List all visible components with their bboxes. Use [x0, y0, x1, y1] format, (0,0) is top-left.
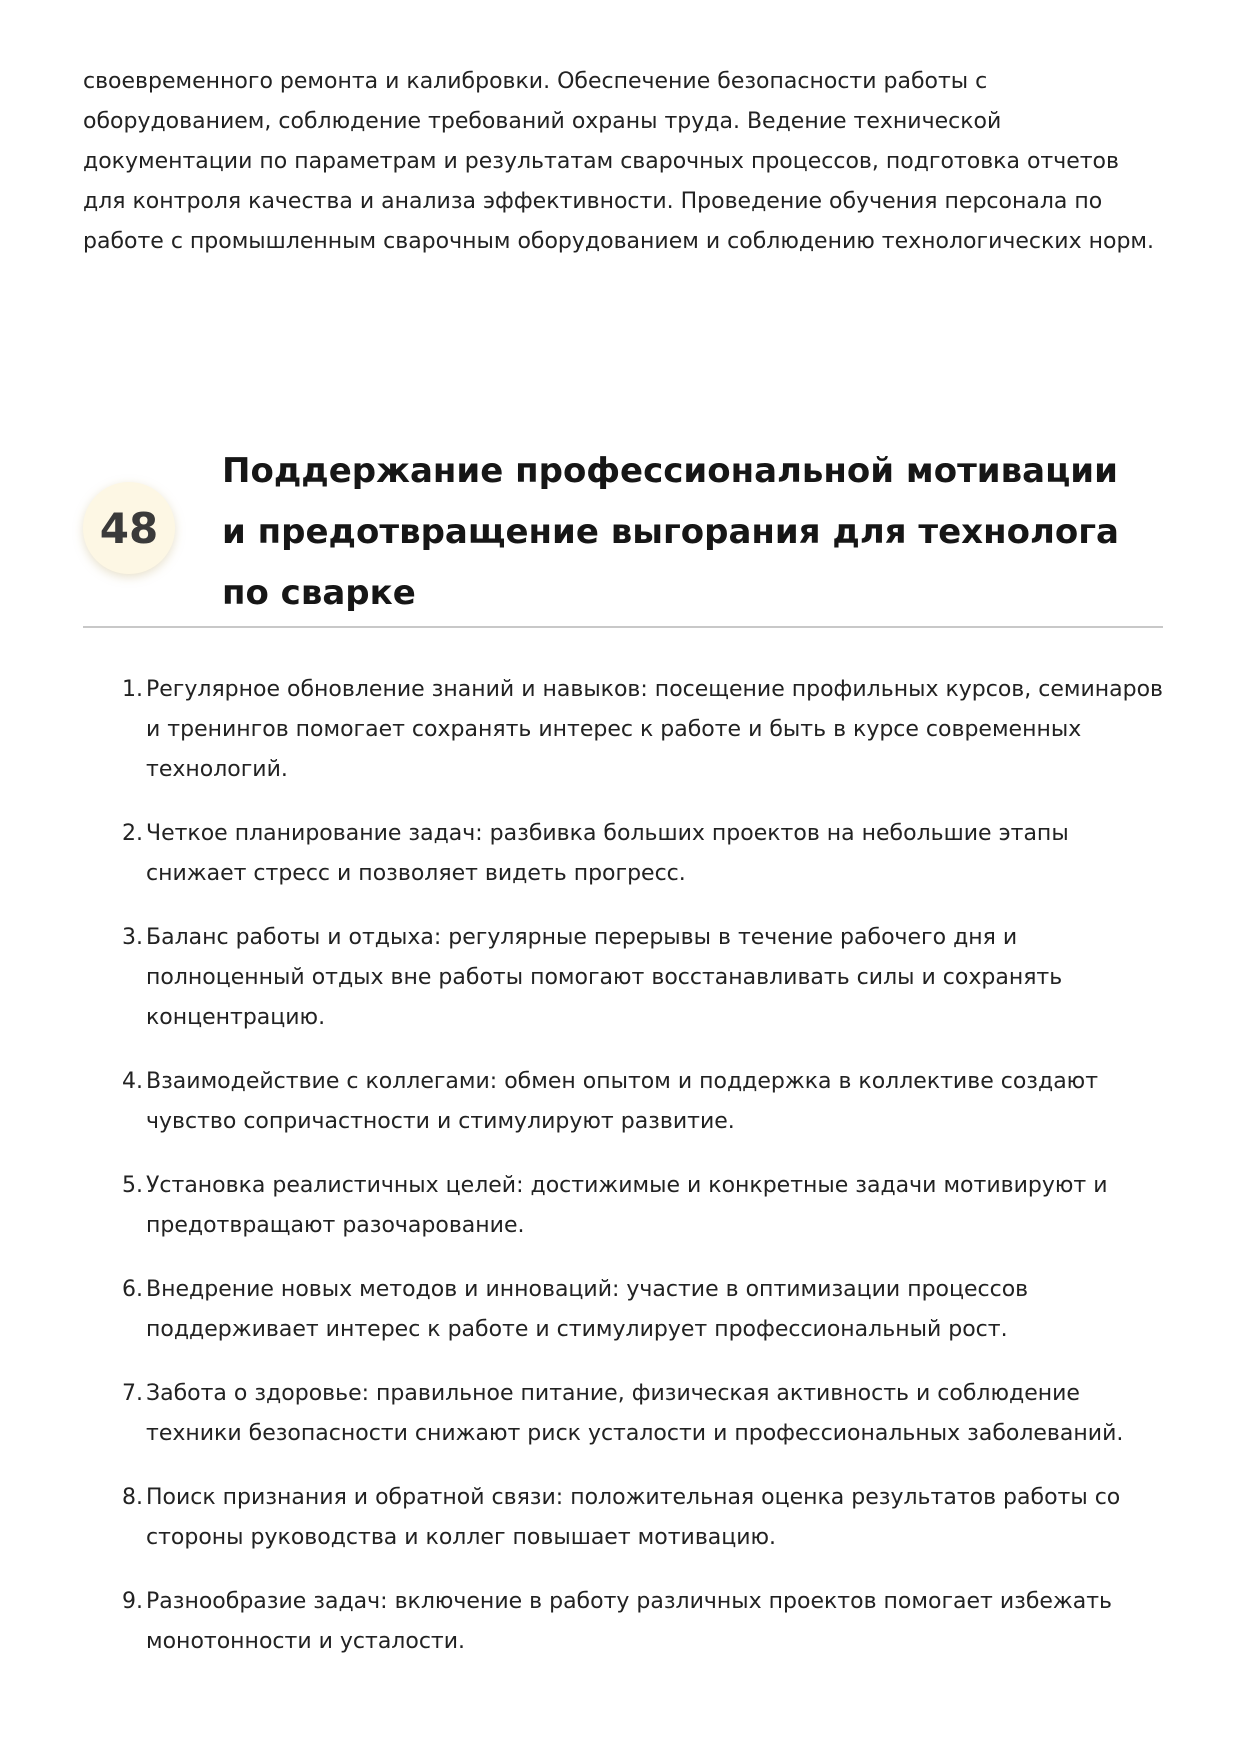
section-title: Поддержание профессиональной мотивации и предотвращение выгорания для технолога по сварке: [222, 451, 1119, 613]
list-item-text: Четкое планирование задач: разбивка больших проектов на небольшие этапы снижает стресс и позволяет видеть прогресс.: [146, 821, 1069, 886]
list-item-number: 6.: [122, 1277, 143, 1302]
list-item-number: 5.: [122, 1173, 143, 1198]
list-item-text: Поиск признания и обратной связи: положительная оценка результатов работы со стороны руководства и коллег повышает мотивацию.: [146, 1485, 1121, 1550]
list-item: [83, 1166, 1173, 1246]
list-item-number: 8.: [122, 1485, 143, 1510]
list-item-number: 7.: [122, 1381, 143, 1406]
list-item-text: Баланс работы и отдыха: регулярные перерывы в течение рабочего дня и полноценный отдых вне работы помогают восстанавливать силы и сохранять концентрацию.: [146, 925, 1063, 1030]
list-item-text: Разнообразие задач: включение в работу различных проектов помогает избежать монотонности и усталости.: [146, 1589, 1113, 1654]
list-item: [83, 1270, 1173, 1350]
list-item-number: 3.: [122, 925, 143, 950]
intro-paragraph: своевременного ремонта и калибровки. Обеспечение безопасности работы с оборудованием, соблюдение требований охраны труда. Ведение технической документации по параметрам и результатам сварочных процессов, подготовка отчетов для контроля качества и анализа эффективности. Проведение обучения персонала по работе с промышленным сварочным оборудованием и соблюдению технологических норм.: [83, 69, 1154, 254]
section-header: [83, 430, 1163, 628]
section-number-badge: 48: [83, 482, 175, 574]
list-item: [83, 918, 1173, 1038]
list-item-number: 1.: [122, 677, 143, 702]
list-item-text: Внедрение новых методов и инноваций: участие в оптимизации процессов поддерживает интерес к работе и стимулирует профессиональный рост.: [146, 1277, 1029, 1342]
list-item-text: Установка реалистичных целей: достижимые и конкретные задачи мотивируют и предотвращают разочарование.: [146, 1173, 1108, 1238]
list-item-number: 2.: [122, 821, 143, 846]
list-item: [83, 1582, 1173, 1662]
list-item: [83, 1478, 1173, 1558]
list-item-text: Взаимодействие с коллегами: обмен опытом и поддержка в коллективе создают чувство сопричастности и стимулируют развитие.: [146, 1069, 1099, 1134]
list-item-number: 4.: [122, 1069, 143, 1094]
tips-list: [83, 670, 1173, 1686]
list-item-text: Забота о здоровье: правильное питание, физическая активность и соблюдение техники безопасности снижают риск усталости и профессиональных заболеваний.: [146, 1381, 1124, 1446]
list-item: [83, 670, 1173, 790]
list-item: [83, 814, 1173, 894]
list-item-text: Регулярное обновление знаний и навыков: посещение профильных курсов, семинаров и тренингов помогает сохранять интерес к работе и быть в курсе современных технологий.: [146, 677, 1164, 782]
list-item: [83, 1062, 1173, 1142]
list-item: [83, 1374, 1173, 1454]
list-item-number: 9.: [122, 1589, 143, 1614]
